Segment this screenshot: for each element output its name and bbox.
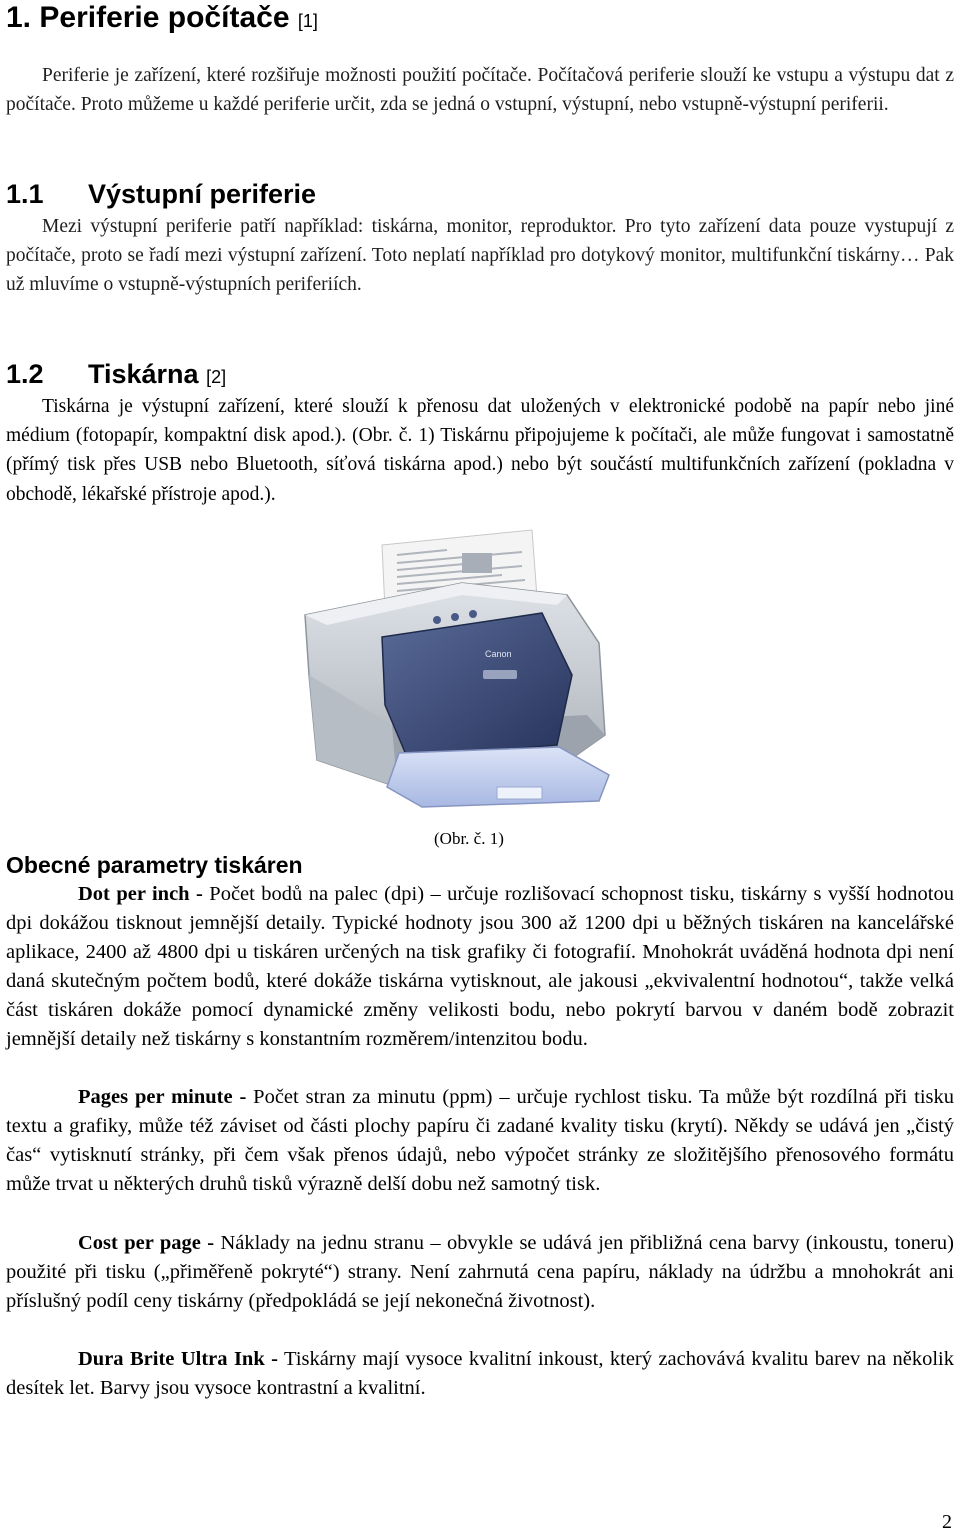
section-reference: [2] <box>206 367 227 387</box>
parameter-description: Tiskárny mají vysoce kvalitní inkoust, který zachovává kvalitu barev na několik desítek let. Barvy jsou vysoce kontrastní a kvalitní. <box>6 1348 954 1399</box>
parameter-term: Dot per inch - <box>78 883 203 905</box>
page-number: 2 <box>942 1511 952 1533</box>
figure-caption: (Obr. č. 1) <box>434 829 504 848</box>
intro-paragraph: Periferie je zařízení, které rozšiřuje možnosti použití počítače. Počítačová periferie slouží ke vstupu a výstupu dat z počítače. Proto můžeme u každé periferie určit, zda se jedná o vstupní, výstupní, nebo vstupně-výstupní periferii. <box>6 65 954 116</box>
parameter-paragraph-cost-per-page <box>6 1229 954 1316</box>
parameter-paragraph-dura-brite <box>6 1345 954 1403</box>
section-heading-printer <box>6 358 226 393</box>
section-title: Tiskárna <box>88 359 199 389</box>
parameter-description: Počet bodů na palec (dpi) – určuje rozlišovací schopnost tisku, tiskárny s vyšší hodnotou dpi dokážou tisknout jemnější detaily. Typické hodnoty jsou 300 až 1200 dpi u běžných tiskáren na kancelářské aplikace, 2400 až 4800 dpi u tiskáren určených na tisk grafiky či fotografií. Mnohokrát uváděná hodnota dpi není daná skutečným počtem bodů, které dokáže tiskárna vytisknout, ale jakousi „ekvivalentní hodnotou“, takže velká část tiskáren dokáže pomocí dynamické změny velikosti bodu, nebo pokrytí barvou v daném bodě zobrazit jemnější detaily než tiskárny s konstantním rozměrem/intenzitou bodu. <box>6 883 954 1050</box>
parameter-term: Cost per page - <box>78 1232 215 1254</box>
printer-image <box>287 525 665 810</box>
section-heading-printer-parameters: Obecné parametry tiskáren <box>6 852 303 878</box>
chapter-heading <box>6 0 318 39</box>
parameter-term: Pages per minute - <box>78 1086 247 1108</box>
parameter-description: Náklady na jednu stranu – obvykle se udává jen přibližná cena barvy (inkoustu, toneru) použité při tisku („přiměřeně pokryté“) strany. Není zahrnutá cena papíru, náklady na údržbu a mnohokrát ani příslušný podíl ceny tiskárny (předpokládá se její nekonečná životnost). <box>6 1232 955 1312</box>
printer-output-tray <box>387 747 609 807</box>
section-title: Výstupní periferie <box>88 179 317 209</box>
parameter-term: Dura Brite Ultra Ink - <box>78 1348 278 1370</box>
parameter-paragraph-dpi <box>6 880 954 1054</box>
parameter-paragraph-ppm <box>6 1083 954 1199</box>
chapter-reference: [1] <box>297 11 318 31</box>
output-peripherals-paragraph: Mezi výstupní periferie patří například: tiskárna, monitor, reproduktor. Pro tyto zařízení data pouze vystupují z počítače, proto se řadí mezi výstupní zařízení. Toto neplatí například pro dotykový monitor, multifunkční tiskárny… Pak už mluvíme o vstupně-výstupních periferiích. <box>6 216 954 296</box>
section-number: 1.2 <box>6 359 44 389</box>
printer-front-panel <box>382 610 572 757</box>
parameter-description: Počet stran za minutu (ppm) – určuje rychlost tisku. Ta může být rozdílná při tisku textu a grafiky, může též záviset od části plochy papíru či zadané kvality tisku (krytí). Někdy se udává jen „čistý čas“ vytisknutí stránky, při čem však přenos údajů, nebo výpočet stránky ze složitějšího přenosového formátu může trvat u některých druhů tisků výrazně delší dobu než samotný tisk. <box>6 1086 954 1195</box>
chapter-title: Periferie počítače <box>39 1 290 34</box>
chapter-number: 1. <box>6 1 32 34</box>
printer-paragraph: Tiskárna je výstupní zařízení, které slouží k přenosu dat uložených v elektronické podobě na papír nebo jiné médium (fotopapír, kompaktní disk apod.). (Obr. č. 1) Tiskárnu připojujeme k počítači, ale může fungovat i samostatně (přímý tisk přes USB nebo Bluetooth, síťová tiskárna apod.) nebo být součástí multifunkčních zařízení (pokladna v obchodě, lékařské přístroje apod.). <box>6 396 954 505</box>
section-number: 1.1 <box>6 179 44 209</box>
printer-brand-label: Canon <box>485 649 512 659</box>
printer-figure <box>287 525 665 810</box>
section-heading-output-peripherals <box>6 178 316 210</box>
